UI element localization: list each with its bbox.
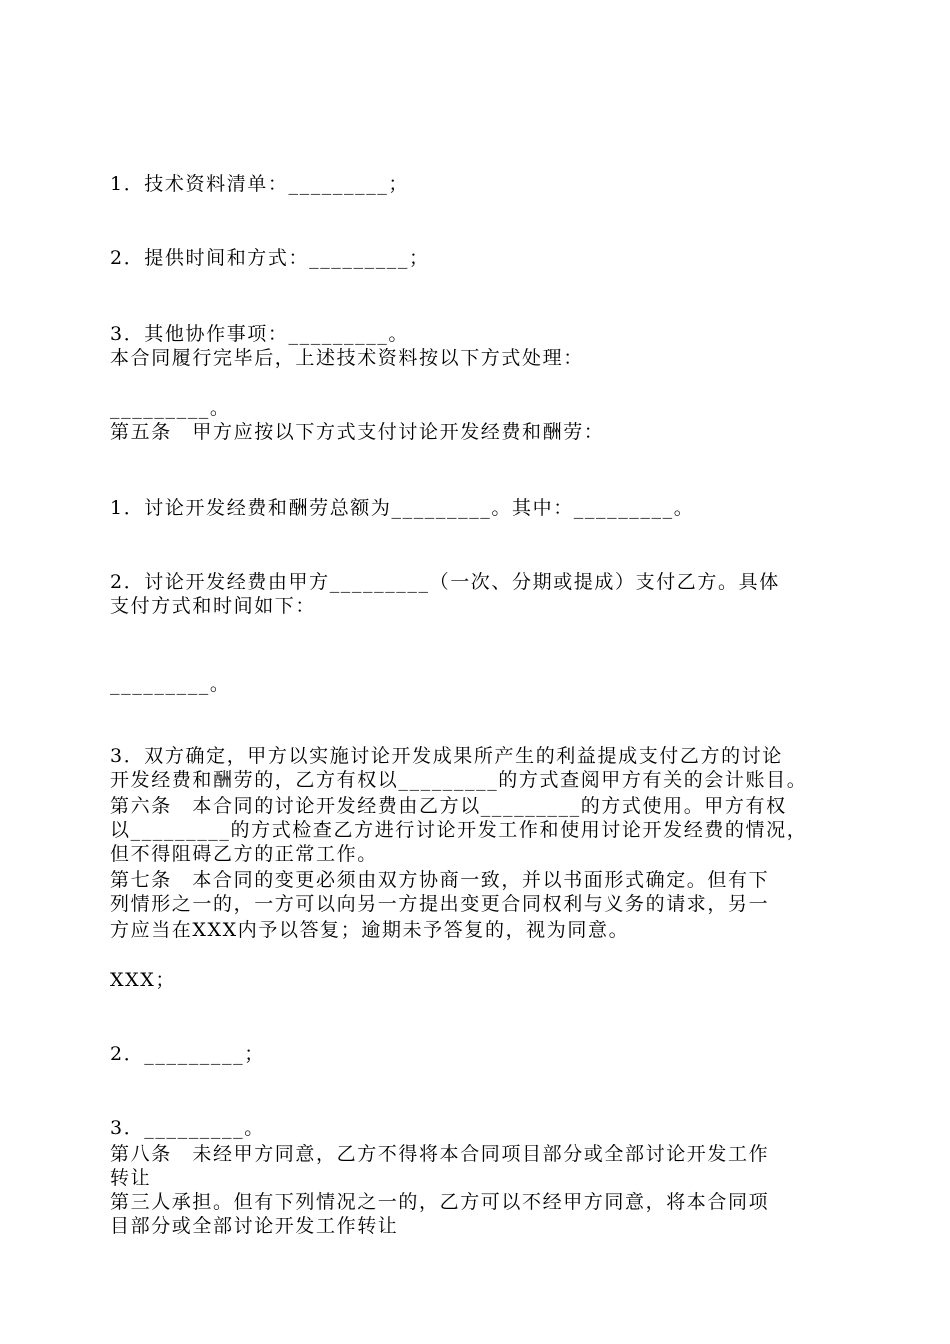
payment-method-item-cont: 支付方式和时间如下：: [110, 595, 317, 617]
article-8-exception-cont: 目部分或全部讨论开发工作转让: [110, 1215, 399, 1237]
article-8-exception: 第三人承担。但有下列情况之一的，乙方可以不经甲方同意，将本合同项: [110, 1191, 770, 1213]
article-6-text-cont: 以_________的方式检查乙方进行讨论开发工作和使用讨论开发经费的情况，: [110, 819, 808, 841]
article-6-text-end: 但不得阻碍乙方的正常工作。: [110, 843, 378, 865]
article-7-text-cont: 列情形之一的，一方可以向另一方提出变更合同权利与义务的请求，另一: [110, 893, 770, 915]
xxx-item: XXX；: [110, 969, 176, 991]
payment-method-item: 2．讨论开发经费由甲方_________（一次、分期或提成）支付乙方。具体: [110, 571, 780, 593]
royalty-item: 3．双方确定，甲方以实施讨论开发成果所产生的利益提成支付乙方的讨论: [110, 745, 783, 767]
article-6-text: 第六条 本合同的讨论开发经费由乙方以_________的方式使用。甲方有权: [110, 795, 787, 817]
other-cooperation-item: 3．其他协作事项：_________。: [110, 323, 409, 345]
article-7-text-end: 方应当在XXX内予以答复；逾期未予答复的，视为同意。: [110, 919, 630, 941]
list-item-3: 3．_________。: [110, 1117, 265, 1139]
blank-line: _________。: [110, 397, 231, 419]
delivery-time-item: 2．提供时间和方式：_________；: [110, 247, 430, 269]
article-8-text-cont: 转让: [110, 1167, 152, 1189]
blank-line: _________。: [110, 673, 231, 695]
list-item-2: 2．_________；: [110, 1043, 265, 1065]
royalty-item-cont: 开发经费和酬劳的，乙方有权以_________的方式查阅甲方有关的会计账目。: [110, 769, 808, 791]
article-7-text: 第七条 本合同的变更必须由双方协商一致，并以书面形式确定。但有下: [110, 869, 770, 891]
article-8-text: 第八条 未经甲方同意，乙方不得将本合同项目部分或全部讨论开发工作: [110, 1143, 770, 1165]
article-5-heading: 第五条 甲方应按以下方式支付讨论开发经费和酬劳：: [110, 421, 605, 443]
materials-handling-text: 本合同履行完毕后，上述技术资料按以下方式处理：: [110, 347, 584, 369]
tech-materials-list-item: 1．技术资料清单：_________；: [110, 173, 409, 195]
payment-total-item: 1．讨论开发经费和酬劳总额为_________。其中：_________。: [110, 497, 695, 519]
